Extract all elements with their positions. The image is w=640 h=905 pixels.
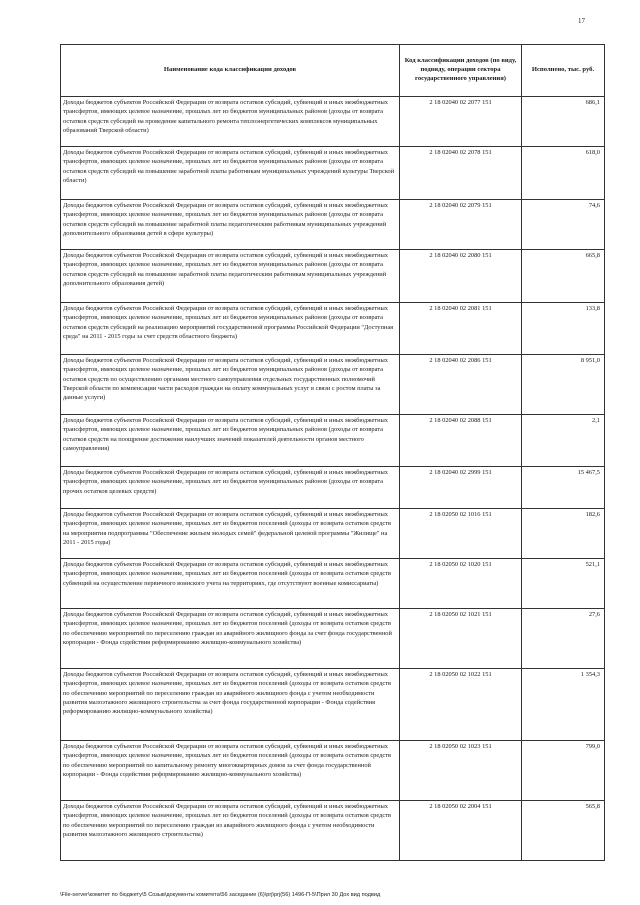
row-code-cell: 2 18 02040 02 2999 151 (400, 467, 522, 509)
row-amount-cell: 799,0 (522, 741, 605, 801)
table-row (61, 97, 605, 147)
row-amount-cell: 8 951,0 (522, 355, 605, 415)
row-code-cell: 2 18 02040 02 2080 151 (400, 250, 522, 303)
row-name-cell: Доходы бюджетов субъектов Российской Федерации от возврата остатков субсидий, субвенций и иных межбюджетных трансфертов, имеющих целевое назначение, прошлых лет из бюджетов поселений (доходы от возврата остатков средств субвенций на осуществление первичного воинского учета на территориях, где отсутствуют военные комиссариаты) (61, 559, 400, 609)
row-amount-cell: 27,6 (522, 609, 605, 669)
row-name-cell: Доходы бюджетов субъектов Российской Федерации от возврата остатков субсидий, субвенций и иных межбюджетных трансфертов, имеющих целевое назначение, прошлых лет из бюджетов поселений (доходы от возврата остатков средств по обеспечению мероприятий по переселению граждан из аварийного жилищного фонда с учетом необходимости развития малоэтажного жилищного строительства за счет фонда государственной корпорации - Фонда содействия реформированию жилищно-коммунального хозяйства) (61, 669, 400, 741)
row-code-cell: 2 18 02050 02 1016 151 (400, 509, 522, 559)
header-name: Наименование кода классификации доходов (61, 45, 400, 97)
table-row (61, 509, 605, 559)
row-code-cell: 2 18 02040 02 2079 151 (400, 200, 522, 250)
row-name-cell: Доходы бюджетов субъектов Российской Федерации от возврата остатков субсидий, субвенций и иных межбюджетных трансфертов, имеющих целевое назначение, прошлых лет из бюджетов поселений (доходы от возврата остатков средств на мероприятия подпрограммы "Обеспечение жильем молодых семей" федеральной целевой программы "Жилище" на 2011 - 2015 годы) (61, 509, 400, 559)
row-name-cell: Доходы бюджетов субъектов Российской Федерации от возврата остатков субсидий, субвенций и иных межбюджетных трансфертов, имеющих целевое назначение, прошлых лет из бюджетов муниципальных районов (доходы от возврата прочих остатков целевых средств) (61, 467, 400, 509)
row-code-cell: 2 18 02040 02 2088 151 (400, 415, 522, 467)
row-amount-cell: 665,8 (522, 250, 605, 303)
row-amount-cell: 1 354,3 (522, 669, 605, 741)
row-amount-cell: 686,1 (522, 97, 605, 147)
row-name-cell: Доходы бюджетов субъектов Российской Федерации от возврата остатков субсидий, субвенций и иных межбюджетных трансфертов, имеющих целевое назначение, прошлых лет из бюджетов муниципальных районов (доходы от возврата остатков средств субсидий на повышение заработной платы педагогическим работникам муниципальных учреждений дополнительного образования детей) (61, 250, 400, 303)
row-name-cell: Доходы бюджетов субъектов Российской Федерации от возврата остатков субсидий, субвенций и иных межбюджетных трансфертов, имеющих целевое назначение, прошлых лет из бюджетов муниципальных районов (доходы от возврата остатков средств субсидий на реализацию мероприятий государственной программы Российской Федерации "Доступная среда" на 2011 - 2015 годы за счет средств областного бюджета) (61, 303, 400, 355)
row-name-cell: Доходы бюджетов субъектов Российской Федерации от возврата остатков субсидий, субвенций и иных межбюджетных трансфертов, имеющих целевое назначение, прошлых лет из бюджетов муниципальных районов (доходы от возврата остатков средств по осуществлению органами местного самоуправления отдельных государственных полномочий Тверской области по компенсации части расходов граждан на оплату коммунальных услуг в связи с ростом платы за данные услуги) (61, 355, 400, 415)
row-code-cell: 2 18 02040 02 2086 151 (400, 355, 522, 415)
header-amount: Исполнено, тыс. руб. (522, 45, 605, 97)
row-amount-cell: 182,6 (522, 509, 605, 559)
table-row (61, 609, 605, 669)
row-code-cell: 2 18 02050 02 1022 151 (400, 669, 522, 741)
row-name-cell: Доходы бюджетов субъектов Российской Федерации от возврата остатков субсидий, субвенций и иных межбюджетных трансфертов, имеющих целевое назначение, прошлых лет из бюджетов муниципальных районов (доходы от возврата остатков средств субсидий на проведение капитального ремонта теплоэнергетических комплексов муниципальных образований Тверской области) (61, 97, 400, 147)
table-row (61, 250, 605, 303)
table-row (61, 200, 605, 250)
row-amount-cell: 618,0 (522, 147, 605, 200)
table-row (61, 669, 605, 741)
row-code-cell: 2 18 02050 02 1023 151 (400, 741, 522, 801)
file-path-footer: \File-server\комитет по бюджету\5 Созыв\документы комитета\56 заседание (6)\prj\prj(56) 1496-П-5\Прил 30 Дох вид подвид (60, 892, 381, 898)
header-code: Код классификации доходов (по виду, подвиду, операции сектора государственного управления) (400, 45, 522, 97)
row-name-cell: Доходы бюджетов субъектов Российской Федерации от возврата остатков субсидий, субвенций и иных межбюджетных трансфертов, имеющих целевое назначение, прошлых лет из бюджетов поселений (доходы от возврата остатков средств по обеспечению мероприятий по переселению граждан из аварийного жилищного фонда за счет фонда государственной корпорации - Фонда содействия реформированию жилищно-коммунального хозяйства) (61, 609, 400, 669)
row-code-cell: 2 18 02040 02 2078 151 (400, 147, 522, 200)
table-row (61, 303, 605, 355)
row-amount-cell: 15 467,5 (522, 467, 605, 509)
row-name-cell: Доходы бюджетов субъектов Российской Федерации от возврата остатков субсидий, субвенций и иных межбюджетных трансфертов, имеющих целевое назначение, прошлых лет из бюджетов поселений (доходы от возврата остатков средств по обеспечению мероприятий по переселению граждан из аварийного жилищного фонда с учетом необходимости развития малоэтажного жилищного строительства) (61, 801, 400, 861)
row-code-cell: 2 18 02040 02 2077 151 (400, 97, 522, 147)
row-name-cell: Доходы бюджетов субъектов Российской Федерации от возврата остатков субсидий, субвенций и иных межбюджетных трансфертов, имеющих целевое назначение, прошлых лет из бюджетов муниципальных районов (доходы от возврата остатков средств на поощрение достижения наилучших значений показателей деятельности органов местного самоуправления) (61, 415, 400, 467)
row-name-cell: Доходы бюджетов субъектов Российской Федерации от возврата остатков субсидий, субвенций и иных межбюджетных трансфертов, имеющих целевое назначение, прошлых лет из бюджетов муниципальных районов (доходы от возврата остатков средств субсидий на повышение заработной платы работникам муниципальных учреждений культуры Тверской области) (61, 147, 400, 200)
page-number: 17 (578, 17, 585, 25)
table-row (61, 147, 605, 200)
row-code-cell: 2 18 02050 02 1021 151 (400, 609, 522, 669)
row-amount-cell: 2,1 (522, 415, 605, 467)
row-code-cell: 2 18 02050 02 1020 151 (400, 559, 522, 609)
table-row (61, 741, 605, 801)
table-row (61, 559, 605, 609)
table-row (61, 415, 605, 467)
row-amount-cell: 133,8 (522, 303, 605, 355)
row-amount-cell: 521,1 (522, 559, 605, 609)
table-header-row (61, 45, 605, 97)
row-code-cell: 2 18 02050 02 2004 151 (400, 801, 522, 861)
table-row (61, 801, 605, 861)
row-name-cell: Доходы бюджетов субъектов Российской Федерации от возврата остатков субсидий, субвенций и иных межбюджетных трансфертов, имеющих целевое назначение, прошлых лет из бюджетов поселений (доходы от возврата остатков средств по обеспечению мероприятий по капитальному ремонту многоквартирных домов за счет фонда государственной корпорации - Фонда содействия реформированию жилищно-коммунального хозяйства) (61, 741, 400, 801)
row-name-cell: Доходы бюджетов субъектов Российской Федерации от возврата остатков субсидий, субвенций и иных межбюджетных трансфертов, имеющих целевое назначение, прошлых лет из бюджетов муниципальных районов (доходы от возврата остатков средств субсидий на повышение заработной платы педагогическим работникам муниципальных учреждений дополнительного образования детей в сфере культуры) (61, 200, 400, 250)
row-amount-cell: 74,6 (522, 200, 605, 250)
table-row (61, 467, 605, 509)
row-code-cell: 2 18 02040 02 2081 151 (400, 303, 522, 355)
income-classification-table (60, 44, 605, 861)
table-row (61, 355, 605, 415)
row-amount-cell: 565,8 (522, 801, 605, 861)
